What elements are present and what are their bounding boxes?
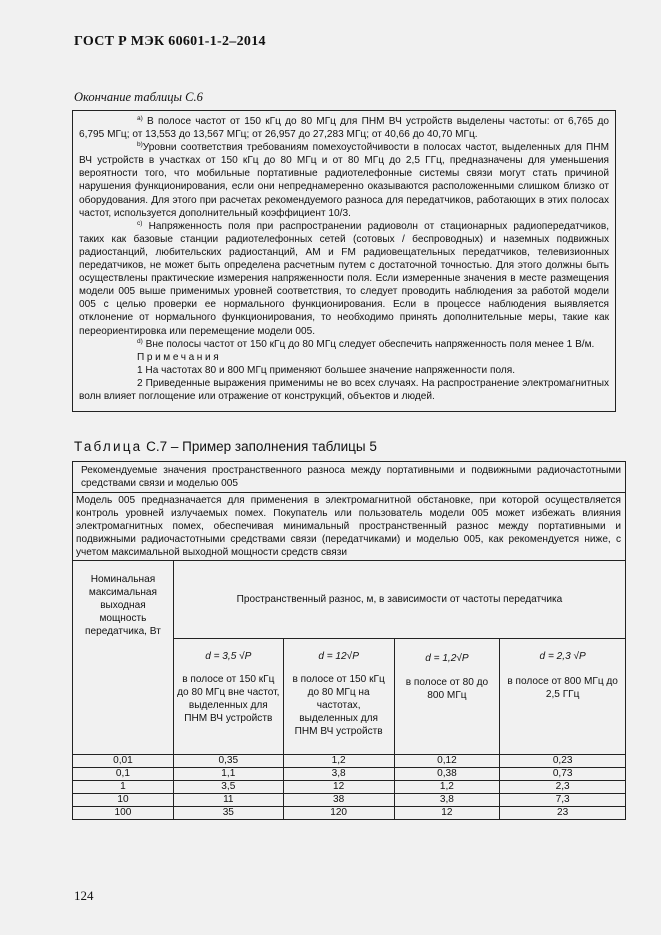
- cell: 0,12: [394, 755, 500, 768]
- page-number: 124: [74, 888, 94, 903]
- footnote-a-text: В полосе частот от 150 кГц до 80 МГц для ПНМ ВЧ устройств выделены частоты: от 6,765 до 6,795 МГц; от 13,553 до 13,567 МГц; от 26,957 до 27,283 МГц; от 40,66 до 40,70 МГц.: [79, 116, 609, 141]
- footnote-d-text: Вне полосы частот от 150 кГц до 80 МГц следует обеспечить напряженность поля менее 1 В/м.: [145, 338, 595, 350]
- cell: 0,38: [394, 768, 500, 781]
- cell: 0,1: [73, 768, 174, 781]
- footnote-d: [79, 338, 609, 351]
- note-2: 2 Приведенные выражения применимы не во всех случаях. На распространение электромагнитных волн влияет поглощение или отражение от конструкций, объектов и людей.: [79, 377, 609, 402]
- footnote-c-mark: с): [137, 219, 143, 227]
- cell: 1: [73, 781, 174, 794]
- table-c7-title: [74, 439, 377, 454]
- desc-2: в полосе от 150 кГц до 80 МГц на частотах, выделенных для ПНМ ВЧ устройств: [292, 674, 385, 737]
- table-c6-end-caption: Окончание таблицы С.6: [74, 90, 203, 104]
- table-row: [73, 781, 626, 794]
- desc-4: в полосе от 800 МГц до 2,5 ГГц: [507, 676, 618, 700]
- footnote-a-mark: а): [137, 115, 143, 122]
- cell: 3,8: [283, 768, 394, 781]
- col-header-distance: Пространственный разнос, м, в зависимости от частоты передатчика: [173, 561, 625, 639]
- cell: 0,35: [173, 755, 283, 768]
- col-header-4: [500, 639, 626, 755]
- cell: 100: [73, 807, 174, 820]
- table-c7: [72, 461, 626, 820]
- table-row: [73, 755, 626, 768]
- formula-4: d = 2,3 √P: [539, 651, 586, 662]
- cell: 0,23: [500, 755, 626, 768]
- footnote-b: [79, 141, 609, 220]
- desc-3: в полосе от 80 до 800 МГц: [405, 677, 489, 701]
- footnote-d-mark: d): [137, 337, 143, 345]
- cell: 2,3: [500, 781, 626, 794]
- table-c7-title-rest: С.7 – Пример заполнения таблицы 5: [146, 439, 377, 454]
- cell: 3,8: [394, 794, 500, 807]
- cell: 1,1: [173, 768, 283, 781]
- table-row: [73, 768, 626, 781]
- cell: 12: [283, 781, 394, 794]
- document-header: ГОСТ Р МЭК 60601-1-2–2014: [74, 34, 266, 49]
- cell: 1,2: [394, 781, 500, 794]
- col-header-power: Номинальная максимальная выходная мощность передатчика, Вт: [73, 561, 174, 755]
- table-c7-intro: Модель 005 предназначается для применения в электромагнитной обстановке, при которой осуществляется контроль уровней излучаемых помех. Покупатель или пользователь модели 005 может избежать влияния электромагнитных помех, обеспечивая минимальный пространственный разнос между портативными и подвижными радиочастотными средствами связи (передатчиками) и моделью 005, как рекомендуется ниже, с учетом максимальной выходной мощности средств связи: [73, 493, 626, 561]
- col-header-3: [394, 639, 500, 755]
- footnote-b-mark: b): [137, 141, 143, 149]
- table-row: [73, 807, 626, 820]
- col-header-2: [283, 639, 394, 755]
- footnote-c: [79, 220, 609, 338]
- footnote-b-text: Уровни соответствия требованиям помехоустойчивости в полосах частот, выделенных для ПНМ ВЧ устройств в участках от 150 кГц до 80 МГц и от 80 МГц до 2,5 ГГц, предназначены для уменьшения вероятности того, что мобильные портативные радиотелефонные системы связи могут стать причиной нарушения функционирования, если они непреднамеренно оказываются расположенными слишком близко от оборудования. Для этого при расчетах рекомендуемого разноса для передатчиков, работающих в этих полосах частот, используется дополнительный коэффициент 10/3.: [79, 142, 609, 219]
- cell: 120: [283, 807, 394, 820]
- formula-2: d = 12√P: [318, 651, 359, 662]
- table-row: [73, 794, 626, 807]
- table-c7-title-prefix: Таблица: [74, 439, 143, 454]
- cell: 0,01: [73, 755, 174, 768]
- cell: 11: [173, 794, 283, 807]
- cell: 1,2: [283, 755, 394, 768]
- formula-3: d = 1,2√P: [425, 653, 469, 664]
- cell: 23: [500, 807, 626, 820]
- cell: 12: [394, 807, 500, 820]
- footnote-c-text: Напряженность поля при распространении радиоволн от стационарных радиопередатчиков, таких как базовые станции радиотелефонных сетей (сотовых / беспроводных) и наземных подвижных радиостанций, любительских радиостанций, АМ и FM радиовещательных передатчиков, телевизионных передатчиков, не может быть определена расчетным путем с достаточной точностью. Для этого должны быть осуществлены практические измерения напряженности поля. Если измеренные значения в месте размещения модели 005 выше применимых уровней соответствия, то следует проводить наблюдения за работой модели 005 с целью проверки ее нормального функционирования. Если в процессе наблюдения выявляется отклонение от нормального функционирования, то необходимо принять дополнительные меры, такие как переориентировка или перемещение модели 005.: [79, 220, 609, 337]
- table-c7-heading: Рекомендуемые значения пространственного разноса между портативными и подвижными радиочастотными средствами связи и моделью 005: [73, 462, 626, 493]
- cell: 7,3: [500, 794, 626, 807]
- table-c7-heading-row: [73, 462, 626, 493]
- note-1: 1 На частотах 80 и 800 МГц применяют большее значение напряженности поля.: [137, 364, 516, 376]
- cell: 35: [173, 807, 283, 820]
- table-c7-intro-row: [73, 493, 626, 561]
- cell: 38: [283, 794, 394, 807]
- table-c6-footnotes: [72, 110, 616, 412]
- desc-1: в полосе от 150 кГц до 80 МГц вне частот, выделенных для ПНМ ВЧ устройств: [177, 674, 280, 724]
- formula-1: d = 3,5 √P: [205, 651, 252, 662]
- cell: 3,5: [173, 781, 283, 794]
- table-c7-header-row-1: [73, 561, 626, 639]
- cell: 0,73: [500, 768, 626, 781]
- notes-label: Примечания: [137, 351, 222, 363]
- col-header-1: [173, 639, 283, 755]
- cell: 10: [73, 794, 174, 807]
- footnote-a: [79, 115, 609, 141]
